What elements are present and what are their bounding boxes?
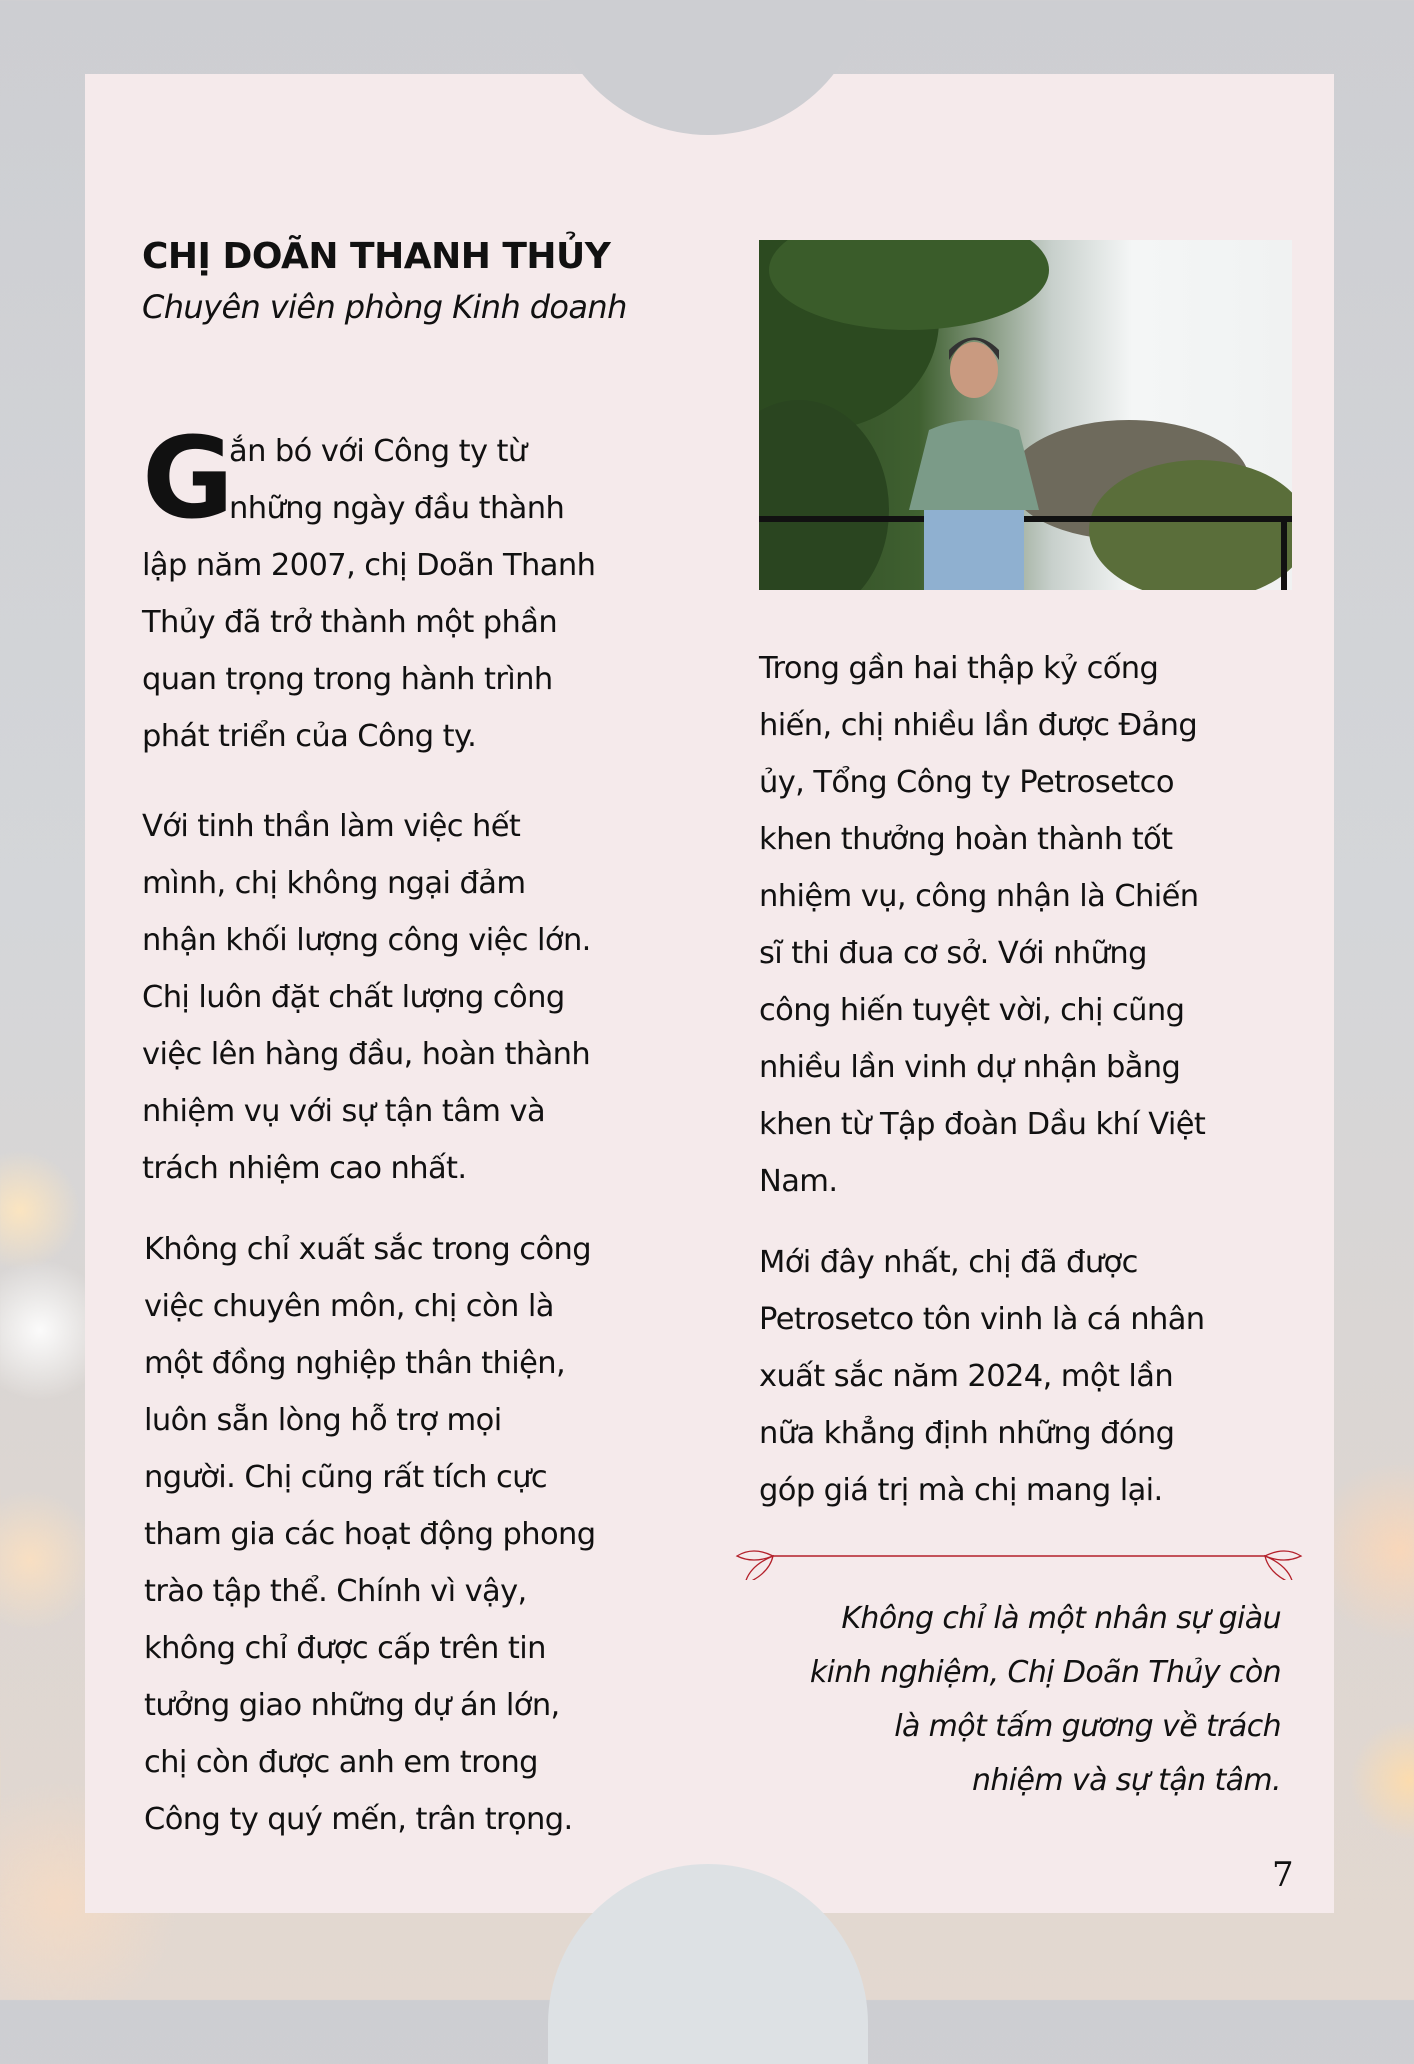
text-line: là một tấm gương về trách (894, 1709, 1281, 1744)
right-paragraph-1 (759, 640, 1205, 1210)
text-line: việc chuyên môn, chị còn là (144, 1289, 554, 1324)
text-line: Thủy đã trở thành một phần (142, 605, 558, 640)
text-line: khen từ Tập đoàn Dầu khí Việt (759, 1107, 1206, 1142)
left-paragraph-3 (144, 1221, 596, 1848)
left-paragraph-1 (142, 423, 596, 765)
page-number: 7 (1272, 1855, 1294, 1895)
text-line: hiến, chị nhiều lần được Đảng (759, 708, 1198, 743)
drop-cap: G (142, 414, 234, 544)
text-line: quan trọng trong hành trình (142, 662, 553, 697)
text-line: một đồng nghiệp thân thiện, (144, 1346, 566, 1381)
text-line: luôn sẵn lòng hỗ trợ mọi (144, 1403, 502, 1438)
text-line: sĩ thi đua cơ sở. Với những (759, 936, 1147, 971)
text-line: ắn bó với Công ty từ (229, 434, 527, 469)
text-line: việc lên hàng đầu, hoàn thành (142, 1037, 591, 1072)
profile-position: Chuyên viên phòng Kinh doanh (142, 288, 627, 326)
text-line: Nam. (759, 1164, 838, 1199)
text-line: Công ty quý mến, trân trọng. (144, 1802, 573, 1837)
text-line: Không chỉ xuất sắc trong công (144, 1232, 592, 1267)
text-line: Với tinh thần làm việc hết (142, 809, 521, 844)
text-line: nhiệm vụ với sự tận tâm và (142, 1094, 546, 1129)
text-line: công hiến tuyệt vời, chị cũng (759, 993, 1185, 1028)
text-line: Không chỉ là một nhân sự giàu (841, 1601, 1281, 1636)
text-line: Chị luôn đặt chất lượng công (142, 980, 565, 1015)
text-line: Mới đây nhất, chị đã được (759, 1245, 1138, 1280)
text-line: nhiệm vụ, công nhận là Chiến (759, 879, 1199, 914)
text-line: tưởng giao những dự án lớn, (144, 1688, 560, 1723)
text-line: Trong gần hai thập kỷ cống (759, 651, 1159, 686)
pull-quote (810, 1592, 1281, 1808)
text-line: nhận khối lượng công việc lớn. (142, 923, 591, 958)
text-line: chị còn được anh em trong (144, 1745, 538, 1780)
text-line: Petrosetco tôn vinh là cá nhân (759, 1302, 1205, 1337)
text-line: kinh nghiệm, Chị Doãn Thủy còn (809, 1655, 1281, 1690)
text-line: xuất sắc năm 2024, một lần (759, 1359, 1174, 1394)
text-line: lập năm 2007, chị Doãn Thanh (142, 548, 596, 583)
text-line: ủy, Tổng Công ty Petrosetco (759, 765, 1174, 800)
text-line: nhiều lần vinh dự nhận bằng (759, 1050, 1181, 1085)
text-line: trách nhiệm cao nhất. (142, 1151, 467, 1186)
text-line: không chỉ được cấp trên tin (144, 1631, 546, 1666)
right-paragraph-2 (759, 1234, 1205, 1519)
profile-name: CHỊ DOÃN THANH THỦY (142, 236, 611, 277)
text-line: phát triển của Công ty. (142, 719, 477, 754)
text-line: những ngày đầu thành (229, 491, 565, 526)
text-line: tham gia các hoạt động phong (144, 1517, 596, 1552)
profile-photo (759, 240, 1292, 590)
left-paragraph-2 (142, 798, 591, 1197)
text-line: người. Chị cũng rất tích cực (144, 1460, 548, 1495)
text-line: trào tập thể. Chính vì vậy, (144, 1574, 527, 1609)
text-line: nhiệm và sự tận tâm. (971, 1763, 1281, 1798)
text-line: nữa khẳng định những đóng (759, 1416, 1175, 1451)
divider-ornament (735, 1540, 1305, 1580)
text-line: mình, chị không ngại đảm (142, 866, 526, 901)
text-line: góp giá trị mà chị mang lại. (759, 1473, 1163, 1508)
text-line: khen thưởng hoàn thành tốt (759, 822, 1173, 857)
